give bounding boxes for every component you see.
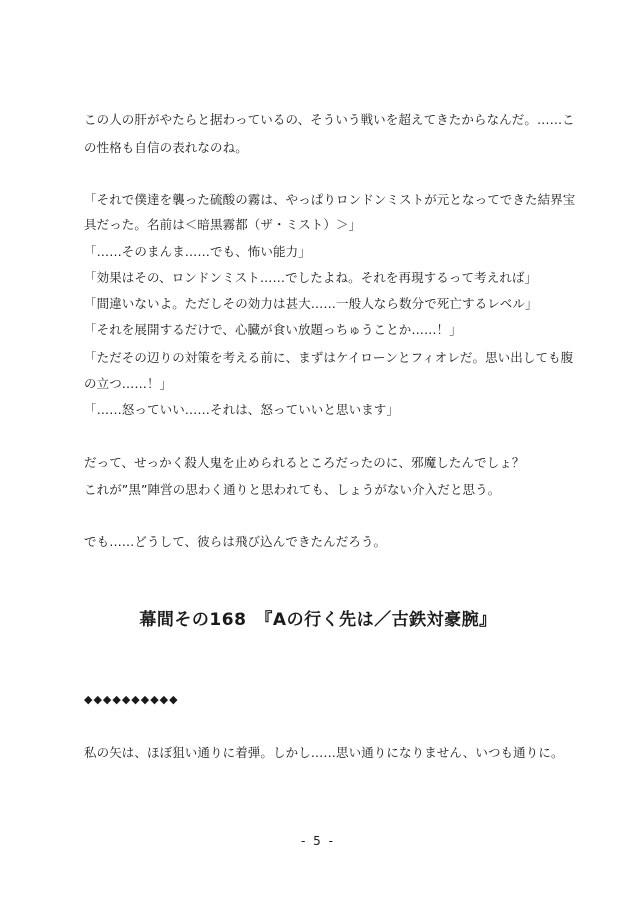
body-line: だって、せっかく殺人鬼を止められるところだったのに、邪魔したんでしょ？ (84, 455, 525, 470)
body-line: の立つ……！」 (84, 376, 173, 391)
body-line: 私の矢は、ほぼ狙い通りに着弾。しかし……思い通りになりません、いつも通りに。 (84, 745, 564, 760)
body-line: 「ただその辺りの対策を考える前に、まずはケイローンとフィオレだ。思い出しても腹 (84, 350, 574, 365)
body-line: 具だった。名前は＜暗黒霧都（ザ・ミスト）＞」 (84, 217, 362, 232)
body-line: 「……そのまんま……でも、怖い能力」 (84, 244, 311, 259)
body-line: この人の肝がやたらと据わっているの、そういう戦いを超えてきたからなんだ。……こ (84, 112, 575, 127)
body-line: 「……怒っていい……それは、怒っていいと思います」 (84, 402, 400, 417)
body-line: 「間違いないよ。ただしその効力は甚大……一般人なら数分で死亡するレベル」 (84, 296, 538, 311)
body-line: 「それを展開するだけで、心臓が食い放題っちゅうことか……！」 (84, 322, 462, 337)
page-number: - 5 - (301, 834, 335, 848)
chapter-heading: 幕間その168 『Aの行く先は／古鉄対豪腕』 (139, 610, 497, 630)
body-line: でも……どうして、彼らは飛び込んできたんだろう。 (84, 534, 387, 549)
body-line: の性格も自信の表れなのね。 (84, 140, 248, 155)
section-separator: ◆◆◆◆◆◆◆◆◆◆ (84, 693, 179, 706)
body-line: 「それで僕達を襲った硫酸の霧は、やっぱりロンドンミストが元となってできた結界宝 (84, 192, 576, 207)
body-line: これが”黒”陣営の思わく通りと思われても、しょうがない介入だと思う。 (84, 482, 501, 497)
body-line: 「効果はその、ロンドンミスト……でしたよね。それを再現するって考えれば」 (84, 270, 538, 285)
